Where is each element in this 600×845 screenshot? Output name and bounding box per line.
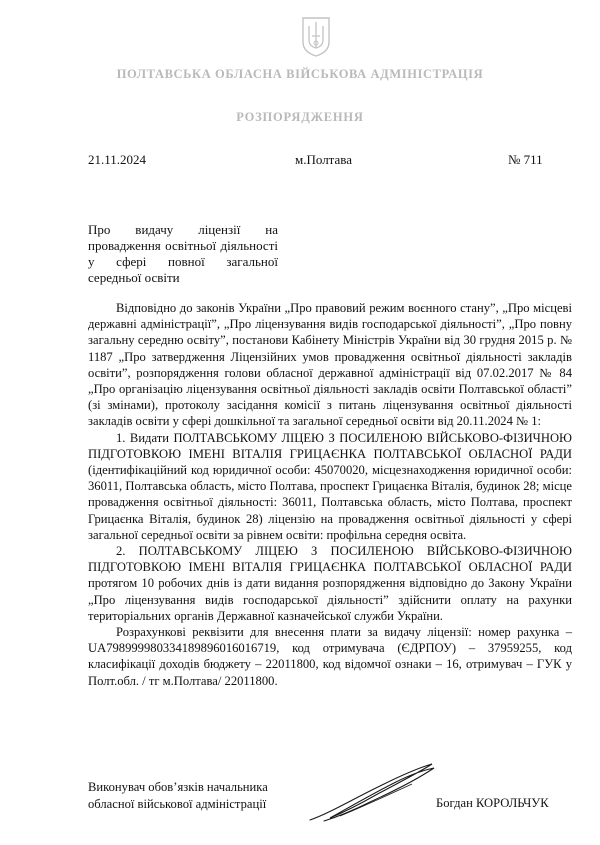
payment-details-paragraph: Розрахункові реквізити для внесення плати за видачу ліцензії: номер рахунка – UA798999980334189896016016719, код отримувача (ЄДРПОУ) – 37959255, код класифікації доходів бюджету – 22011800, код відомчої ознаки – 16, отримувач – ГУК у Полт.обл. / тг м.Полтава/ 22011800.: [88, 625, 572, 688]
authority-title: ПОЛТАВСЬКА ОБЛАСНА ВІЙСЬКОВА АДМІНІСТРАЦІЯ: [116, 67, 484, 81]
item-2-paragraph: 2. ПОЛТАВСЬКОМУ ЛІЦЕЮ З ПОСИЛЕНОЮ ВІЙСЬКОВО-ФІЗИЧНОЮ ПІДГОТОВКОЮ ІМЕНІ ВІТАЛІЯ ГРИЦАЄНКА ПОЛТАВСЬКОЇ ОБЛАСНОЇ РАДИ протягом 10 робочих днів із дати видання розпорядження відповідно до Закону України „Про ліцензування видів господарської діяльності” здійснити оплату на рахунки територіальних органів Державної казначейської служби України.: [88, 544, 572, 623]
handwritten-signature-icon: [300, 758, 440, 828]
document-date: 21.11.2024: [88, 152, 147, 167]
document-body: [88, 300, 572, 689]
document-city: м.Полтава: [295, 152, 353, 167]
document-type: РОЗПОРЯДЖЕННЯ: [236, 110, 364, 124]
trident-coat-of-arms-icon: [301, 14, 331, 58]
signer-position-line2: обласної військової адміністрації: [88, 797, 267, 811]
signer-name: Богдан КОРОЛЬЧУК: [436, 796, 549, 810]
signer-position: [88, 779, 268, 813]
document-subject: Про видачу ліцензії на провадження освітньої діяльності у сфері повної загальної середньої освіти: [88, 222, 278, 285]
document-number: № 711: [508, 152, 543, 167]
preamble-paragraph: Відповідно до законів України „Про правовий режим воєнного стану”, „Про місцеві державні адміністрації”, „Про ліцензування видів господарської діяльності”, „Про повну загальну середню освіту”, постанови Кабінету Міністрів України від 30 грудня 2015 р. № 1187 „Про затвердження Ліцензійних умов провадження освітньої діяльності закладів освіти”, розпорядження голови обласної державної адміністрації від 07.02.2017 № 84 „Про організацію ліцензування освітньої діяльності закладів освіти Полтавської області” (зі змінами), протоколу засідання комісії з питань ліцензування освітньої діяльності закладів освіти у сфері дошкільної та загальної середньої освіти від 20.11.2024 № 1:: [88, 301, 572, 429]
signer-position-line1: Виконувач обов’язків начальника: [88, 780, 268, 794]
item-1-paragraph: 1. Видати ПОЛТАВСЬКОМУ ЛІЦЕЮ З ПОСИЛЕНОЮ ВІЙСЬКОВО-ФІЗИЧНОЮ ПІДГОТОВКОЮ ІМЕНІ ВІТАЛІЯ ГРИЦАЄНКА ПОЛТАВСЬКОЇ ОБЛАСНОЇ РАДИ (ідентифікаційний код юридичної особи: 45070020, місцезнаходження юридичної особи: 36011, Полтавська область, місто Полтава, проспект Грицаєнка Віталія, будинок 28; місце провадження освітньої діяльності: 36011, Полтавська область, місто Полтава, проспект Грицаєнка Віталія, будинок 28) ліцензію на провадження освітньої діяльності у сфері загальної середньої освіти за рівнем освіти: профільна середня освіта.: [88, 430, 572, 542]
